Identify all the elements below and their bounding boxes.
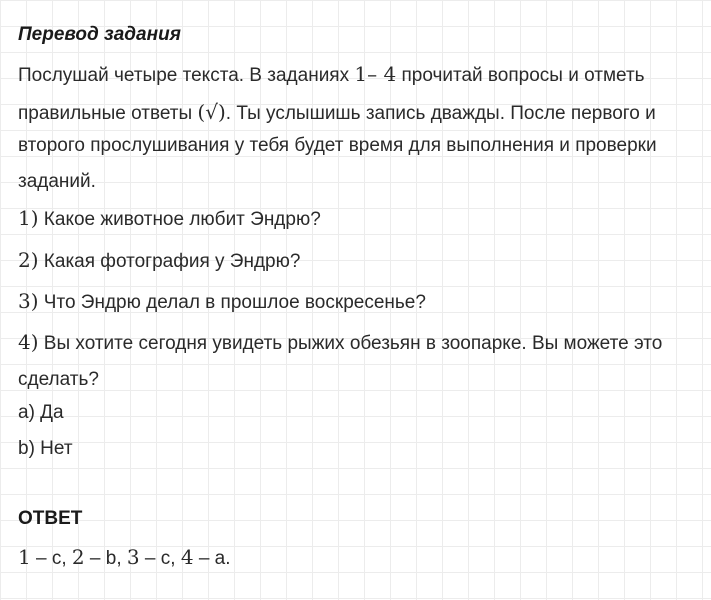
answer-text: – a. (193, 548, 231, 569)
task-title: Перевод задания (18, 24, 181, 45)
option-a: a) Да (18, 402, 64, 423)
question-4-continued: сделать? (18, 369, 99, 390)
instruction-text: Послушай четыре текста. В заданиях (18, 65, 355, 86)
answer-text: – c, (30, 548, 72, 569)
answer-number: 2 (71, 545, 85, 569)
question-4 (18, 330, 662, 355)
answer-line (18, 545, 231, 570)
answer-text: – c, (139, 548, 181, 569)
question-2 (18, 248, 300, 273)
instruction-text: прочитай вопросы и отметь (396, 65, 645, 86)
answer-number: 4 (180, 545, 194, 569)
option-b: b) Нет (18, 438, 73, 459)
checkmark-symbol: (√) (197, 100, 226, 124)
question-1 (18, 206, 321, 231)
answer-text: – b, (84, 548, 127, 569)
instruction-line-3: второго прослушивания у тебя будет время для выполнения и проверки (18, 135, 657, 156)
task-range: 1– 4 (354, 62, 397, 86)
answer-title: ОТВЕТ (18, 508, 83, 529)
question-3 (18, 289, 426, 314)
answer-number: 1 (18, 545, 31, 569)
instruction-line-1 (18, 62, 645, 87)
question-text: Какая фотография у Эндрю? (38, 251, 301, 272)
question-text: Вы хотите сегодня увидеть рыжих обезьян в зоопарке. Вы можете это (38, 333, 663, 354)
question-text: Какое животное любит Эндрю? (38, 209, 321, 230)
instruction-line-4: заданий. (18, 171, 96, 192)
question-number: 4) (18, 330, 39, 354)
question-text: Что Эндрю делал в прошлое воскресенье? (38, 292, 426, 313)
instruction-text: правильные ответы (18, 103, 198, 124)
instruction-text: . Ты услышишь запись дважды. После первого и (225, 103, 656, 124)
question-number: 3) (18, 289, 39, 313)
answer-number: 3 (126, 545, 140, 569)
question-number: 2) (18, 248, 39, 272)
question-number: 1) (18, 206, 39, 230)
instruction-line-2 (18, 100, 656, 125)
